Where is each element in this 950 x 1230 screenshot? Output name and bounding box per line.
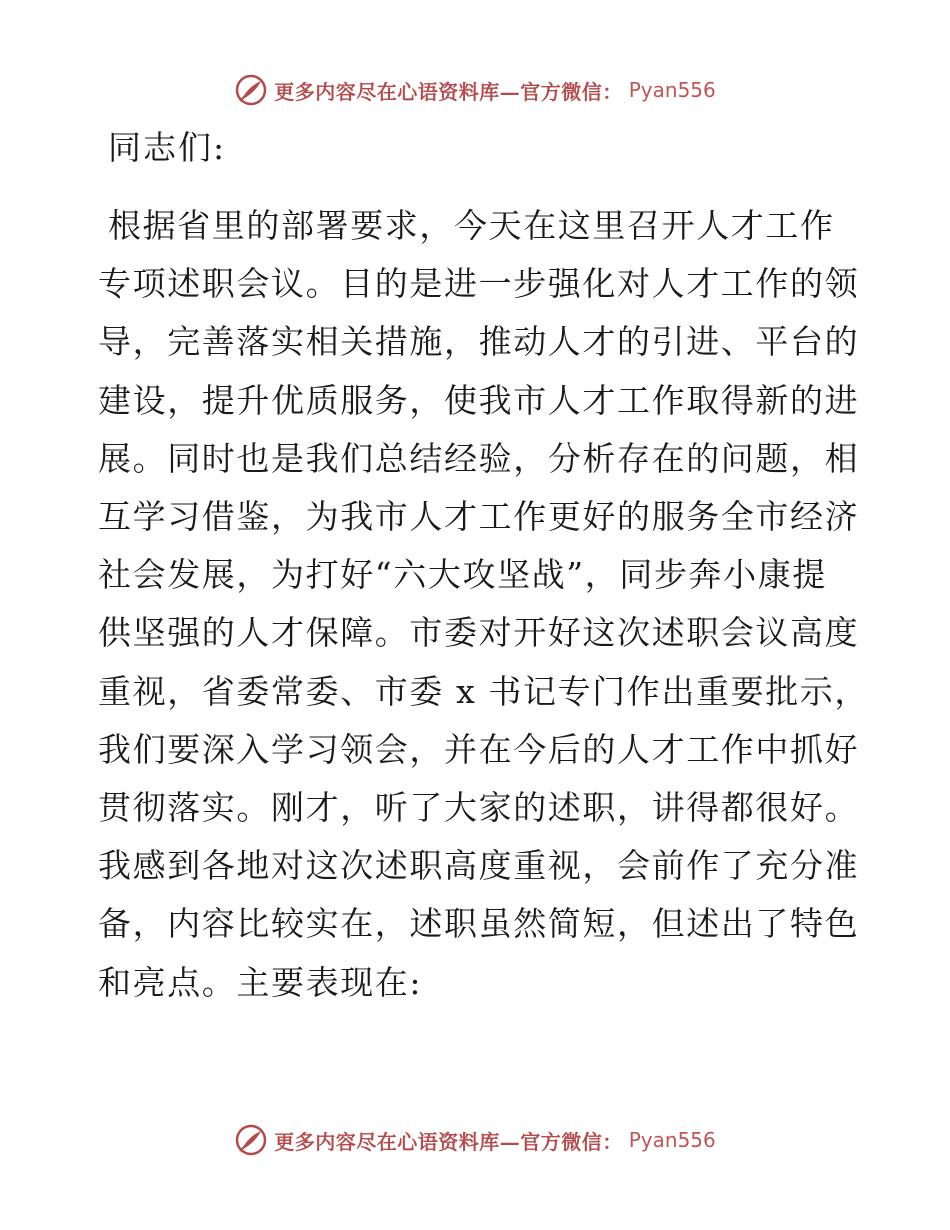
feather-pen-logo-icon [234, 1123, 268, 1157]
header-watermark [0, 70, 950, 110]
paragraph-line: 供坚强的人才保障。市委对开好这次述职会议高度 [98, 613, 860, 653]
paragraph-line: 建设，提升优质服务，使我市人才工作取得新的进 [98, 380, 860, 420]
paragraph-line: 互学习借鉴，为我市人才工作更好的服务全市经济 [98, 497, 860, 537]
footer-watermark [0, 1120, 950, 1160]
body-paragraph [98, 197, 869, 1012]
paragraph-line: 导，完善落实相关措施，推动人才的引进、平台的 [98, 322, 860, 362]
paragraph-line: 我感到各地对这次述职高度重视，会前作了充分准 [98, 846, 860, 886]
paragraph-line: 社会发展，为打好“六大攻坚战”，同步奔小康提 [98, 555, 827, 595]
watermark-contact: Pyan556 [628, 78, 716, 102]
watermark-text: 更多内容尽在心语资料库—官方微信： [274, 79, 623, 104]
paragraph-line: 我们要深入学习领会，并在今后的人才工作中抓好 [98, 729, 860, 769]
paragraph-line: 根据省里的部署要求，今天在这里召开人才工作 [108, 206, 835, 245]
feather-pen-logo-icon [234, 73, 268, 107]
paragraph-line: 专项述职会议。目的是进一步强化对人才工作的领 [98, 264, 860, 304]
watermark-contact: Pyan556 [628, 1128, 716, 1152]
paragraph-line: 和亮点。主要表现在: [98, 962, 423, 1002]
paragraph-line: 展。同时也是我们总结经验，分析存在的问题，相 [98, 438, 860, 478]
watermark-text: 更多内容尽在心语资料库—官方微信： [274, 1129, 623, 1154]
greeting: 同志们: [108, 128, 227, 167]
paragraph-line: 备，内容比较实在，述职虽然简短，但述出了特色 [98, 904, 860, 944]
paragraph-line: 重视，省委常委、市委 x 书记专门作出重要批示， [98, 671, 869, 711]
paragraph-line: 贯彻落实。刚才，听了大家的述职，讲得都很好。 [98, 788, 860, 828]
